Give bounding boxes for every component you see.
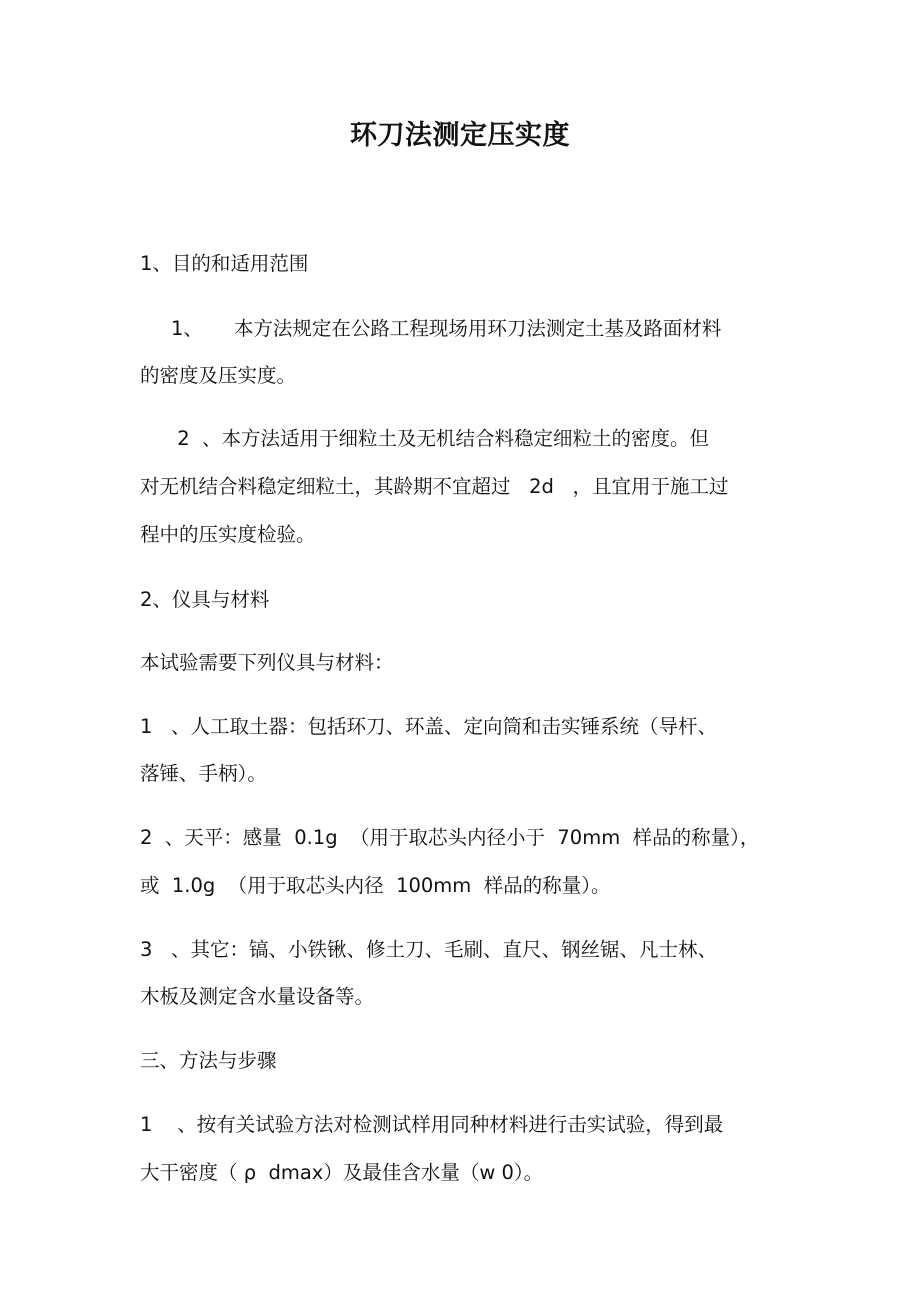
paragraph-line: 对无机结合料稳定细粒土，其龄期不宜超过 2d ，且宜用于施工过	[140, 475, 729, 498]
list-item-line: 落锤、手柄）。	[140, 762, 267, 785]
list-item-line: 木板及测定含水量设备等。	[140, 985, 375, 1008]
list-item-line: 1 、人工取土器：包括环刀、环盖、定向筒和击实锤系统（导杆、	[140, 715, 718, 738]
paragraph-line: 本试验需要下列仪具与材料：	[140, 651, 394, 674]
list-item-line: 3 、其它：镐、小铁锹、修土刀、毛刷、直尺、钢丝锯、凡士林、	[140, 938, 718, 961]
list-item-line: 2 、天平：感量 0.1g （用于取芯头内径小于 70mm 样品的称量），	[140, 826, 760, 849]
paragraph-line: 1、 本方法规定在公路工程现场用环刀法测定土基及路面材料	[140, 317, 722, 340]
section-heading-equipment: 2、仪具与材料	[140, 588, 270, 611]
list-item-line: 1 、按有关试验方法对检测试样用同种材料进行击实试验，得到最	[140, 1113, 724, 1136]
document-title: 环刀法测定压实度	[350, 120, 570, 151]
paragraph-line: 2 、本方法适用于细粒土及无机结合料稳定细粒土的密度。但	[140, 427, 709, 450]
section-heading-purpose: 1、目的和适用范围	[140, 252, 309, 275]
section-heading-method: 三、方法与步骤	[140, 1049, 277, 1072]
list-item-line: 或 1.0g （用于取芯头内径 100mm 样品的称量）。	[140, 874, 611, 897]
paragraph-line: 程中的压实度检验。	[140, 523, 316, 546]
paragraph-line: 的密度及压实度。	[140, 364, 297, 387]
list-item-line: 大干密度（ ρ dmax）及最佳含水量（w 0）。	[140, 1161, 544, 1184]
